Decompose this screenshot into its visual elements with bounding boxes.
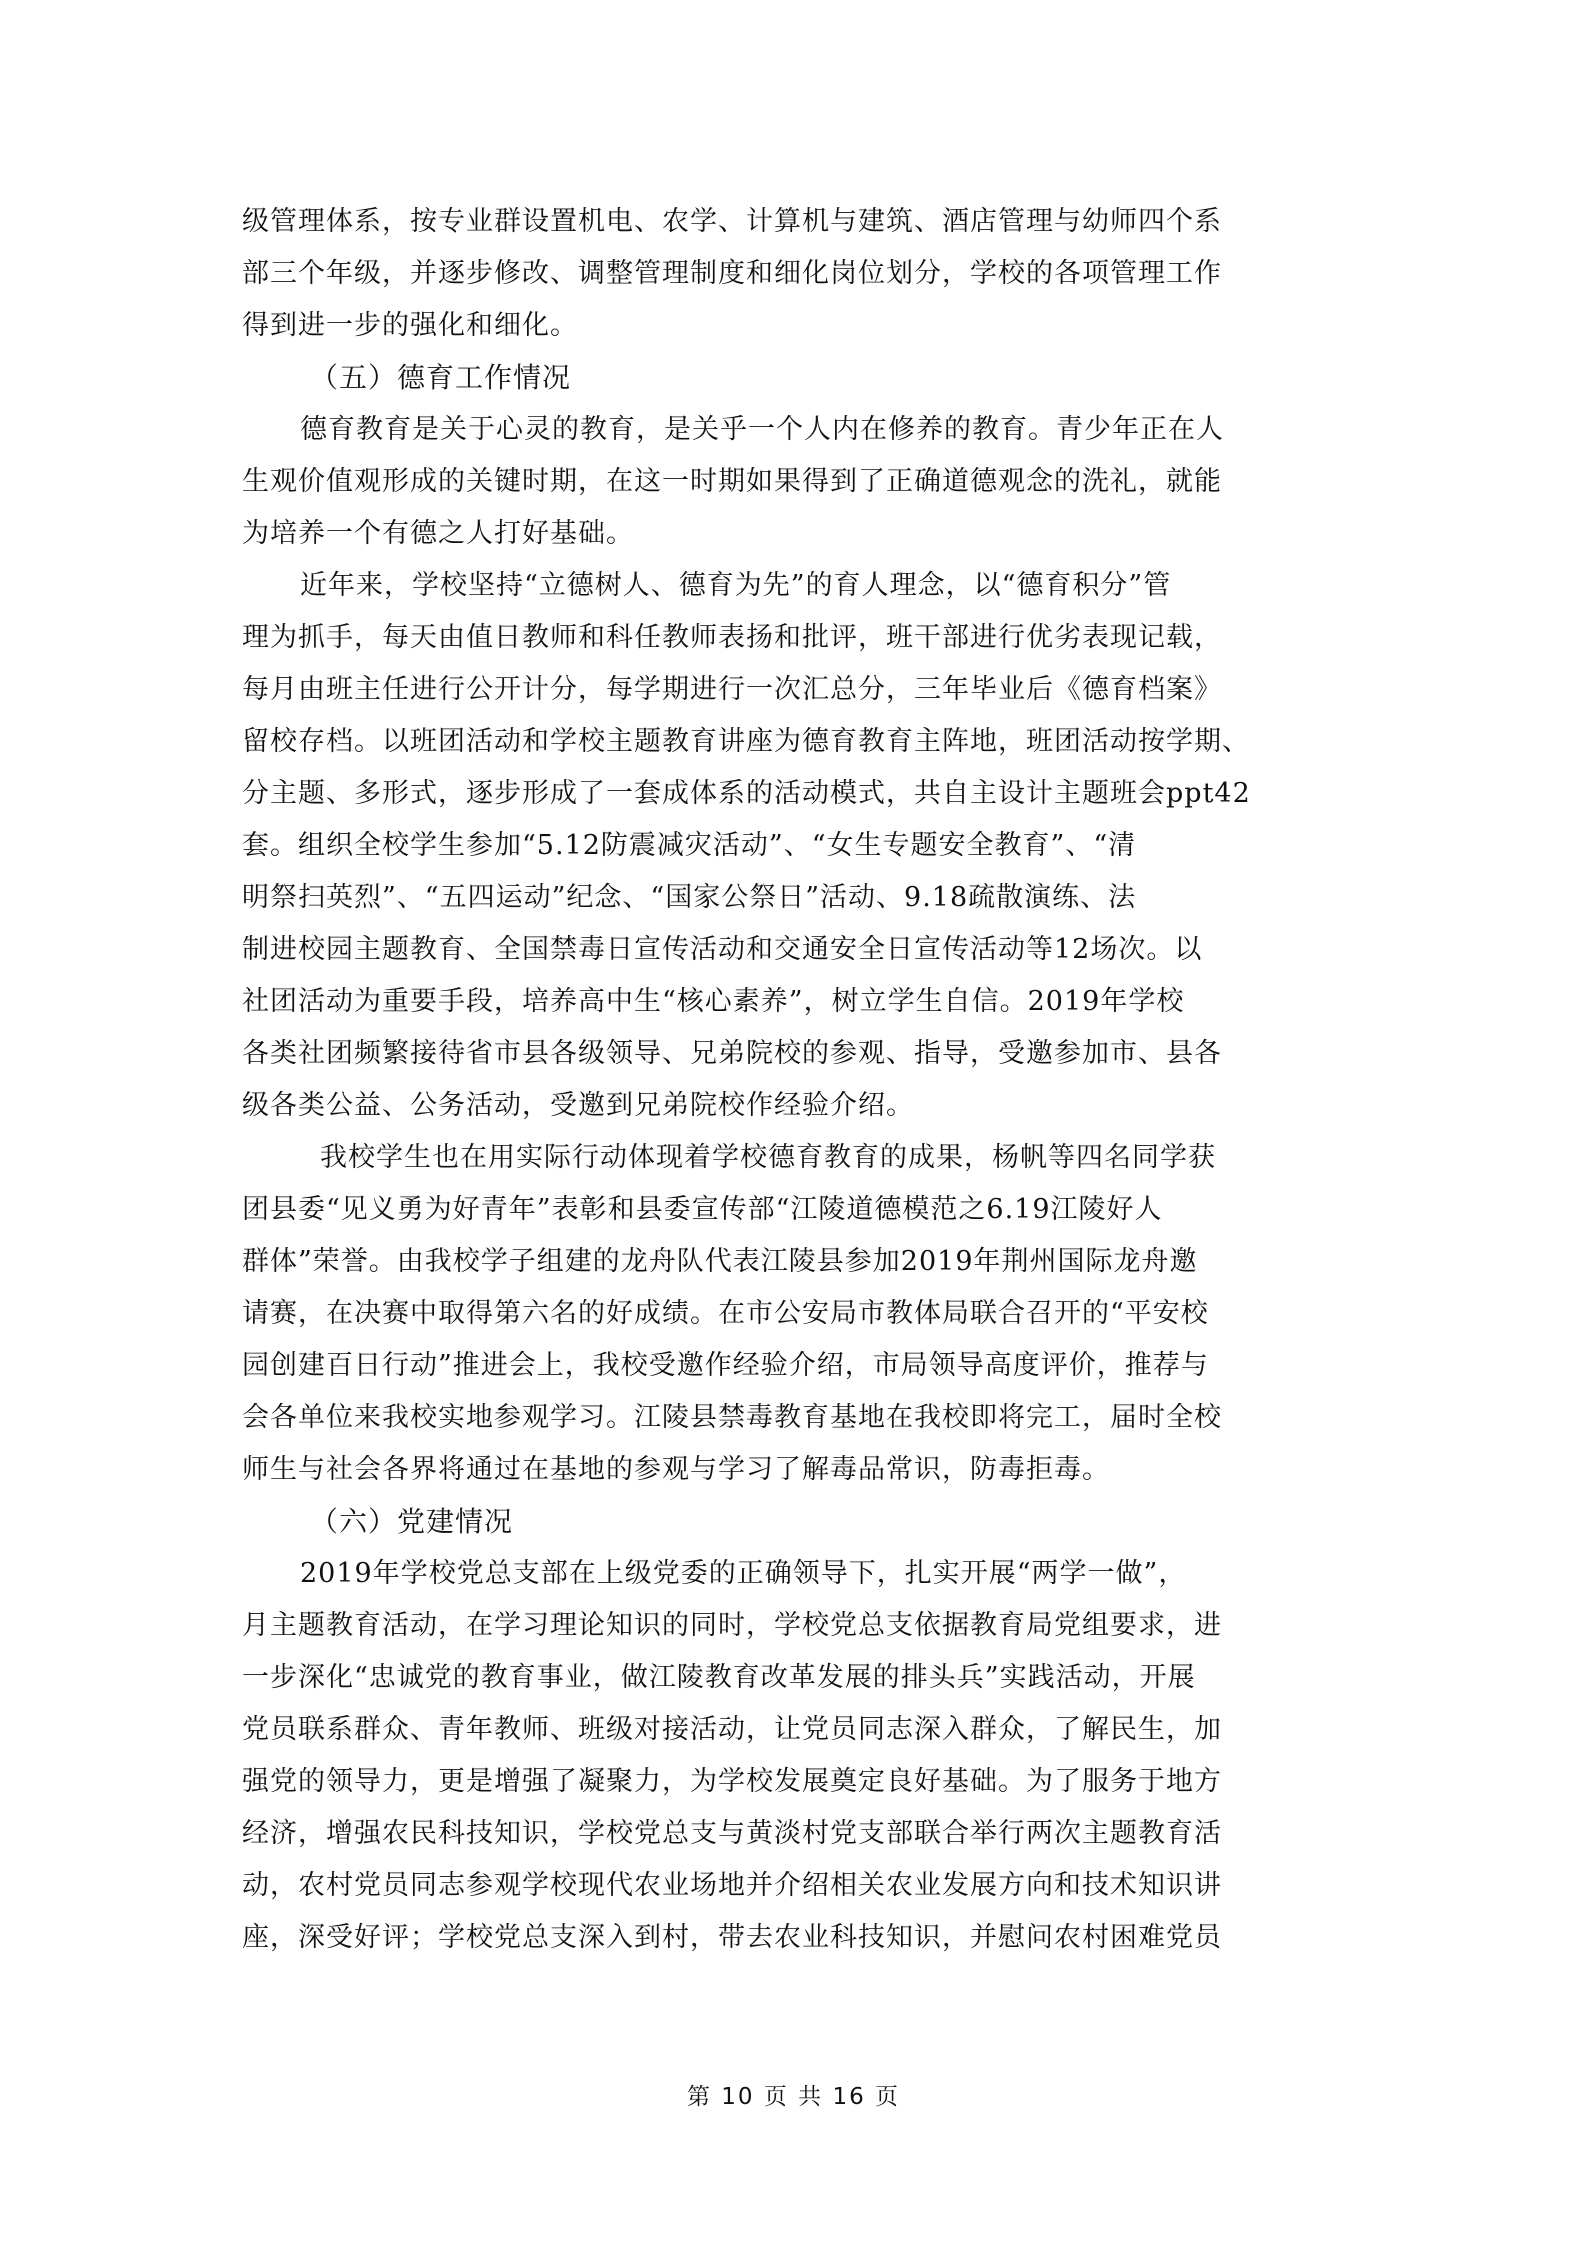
text-line: 制进校园主题教育、全国禁毒日宣传活动和交通安全日宣传活动等12场次。以: [242, 934, 1203, 965]
text-line: 强党的领导力，更是增强了凝聚力，为学校发展奠定良好基础。为了服务于地方: [242, 1766, 1222, 1797]
text-line: 请赛，在决赛中取得第六名的好成绩。在市公安局市教体局联合召开的“平安校: [242, 1298, 1209, 1329]
text-line: 各类社团频繁接待省市县各级领导、兄弟院校的参观、指导，受邀参加市、县各: [242, 1038, 1222, 1069]
text-line: 党员联系群众、青年教师、班级对接活动，让党员同志深入群众，了解民生，加: [242, 1714, 1222, 1745]
text-line: 近年来，学校坚持“立德树人、德育为先”的育人理念，以“德育积分”管: [300, 570, 1172, 601]
text-line: 月主题教育活动，在学习理论知识的同时，学校党总支依据教育局党组要求，进: [242, 1610, 1222, 1641]
text-line: 级各类公益、公务活动，受邀到兄弟院校作经验介绍。: [242, 1090, 914, 1121]
text-line: 一步深化“忠诚党的教育事业，做江陵教育改革发展的排头兵”实践活动，开展: [242, 1662, 1196, 1693]
text-line: 师生与社会各界将通过在基地的参观与学习了解毒品常识，防毒拒毒。: [242, 1454, 1110, 1485]
text-line: 分主题、多形式，逐步形成了一套成体系的活动模式，共自主设计主题班会ppt42: [242, 778, 1251, 809]
text-line: 留校存档。以班团活动和学校主题教育讲座为德育教育主阵地，班团活动按学期、: [242, 726, 1250, 757]
text-line: 群体”荣誉。由我校学子组建的龙舟队代表江陵县参加2019年荆州国际龙舟邀: [242, 1246, 1198, 1277]
text-line: 园创建百日行动”推进会上，我校受邀作经验介绍，市局领导高度评价，推荐与: [242, 1350, 1209, 1381]
section-heading-party-building: （六）党建情况: [310, 1505, 514, 1538]
text-line: 社团活动为重要手段，培养高中生“核心素养”，树立学生自信。2019年学校: [242, 986, 1185, 1017]
page-number: 第 10 页 共 16 页: [686, 2084, 901, 2110]
text-line: 经济，增强农民科技知识，学校党总支与黄淡村党支部联合举行两次主题教育活: [242, 1818, 1222, 1849]
text-line: 生观价值观形成的关键时期，在这一时期如果得到了正确道德观念的洗礼，就能: [242, 466, 1222, 497]
text-line: 明祭扫英烈”、“五四运动”纪念、“国家公祭日”活动、9.18疏散演练、法: [242, 882, 1137, 913]
text-line: 级管理体系，按专业群设置机电、农学、计算机与建筑、酒店管理与幼师四个系: [242, 206, 1222, 237]
section-heading-moral-education: （五）德育工作情况: [310, 361, 572, 394]
text-line: 2019年学校党总支部在上级党委的正确领导下，扎实开展“两学一做”，: [300, 1558, 1187, 1589]
text-line: 部三个年级，并逐步修改、调整管理制度和细化岗位划分，学校的各项管理工作: [242, 258, 1222, 289]
text-line: 团县委“见义勇为好青年”表彰和县委宣传部“江陵道德模范之6.19江陵好人: [242, 1194, 1163, 1225]
text-line: 德育教育是关于心灵的教育，是关乎一个人内在修养的教育。青少年正在人: [300, 414, 1224, 445]
text-line: 套。组织全校学生参加“5.12防震减灾活动”、“女生专题安全教育”、“清: [242, 830, 1137, 861]
text-line: 理为抓手，每天由值日教师和科任教师表扬和批评，班干部进行优劣表现记载，: [242, 622, 1222, 653]
text-line: 座，深受好评；学校党总支深入到村，带去农业科技知识，并慰问农村困难党员: [242, 1922, 1222, 1953]
text-line: 动，农村党员同志参观学校现代农业场地并介绍相关农业发展方向和技术知识讲: [242, 1870, 1222, 1901]
text-line: 会各单位来我校实地参观学习。江陵县禁毒教育基地在我校即将完工，届时全校: [242, 1402, 1222, 1433]
text-line: 我校学生也在用实际行动体现着学校德育教育的成果，杨帆等四名同学获: [320, 1142, 1216, 1173]
text-line: 为培养一个有德之人打好基础。: [242, 518, 634, 549]
text-line: 每月由班主任进行公开计分，每学期进行一次汇总分，三年毕业后《德育档案》: [242, 674, 1222, 705]
text-line: 得到进一步的强化和细化。: [242, 310, 578, 341]
